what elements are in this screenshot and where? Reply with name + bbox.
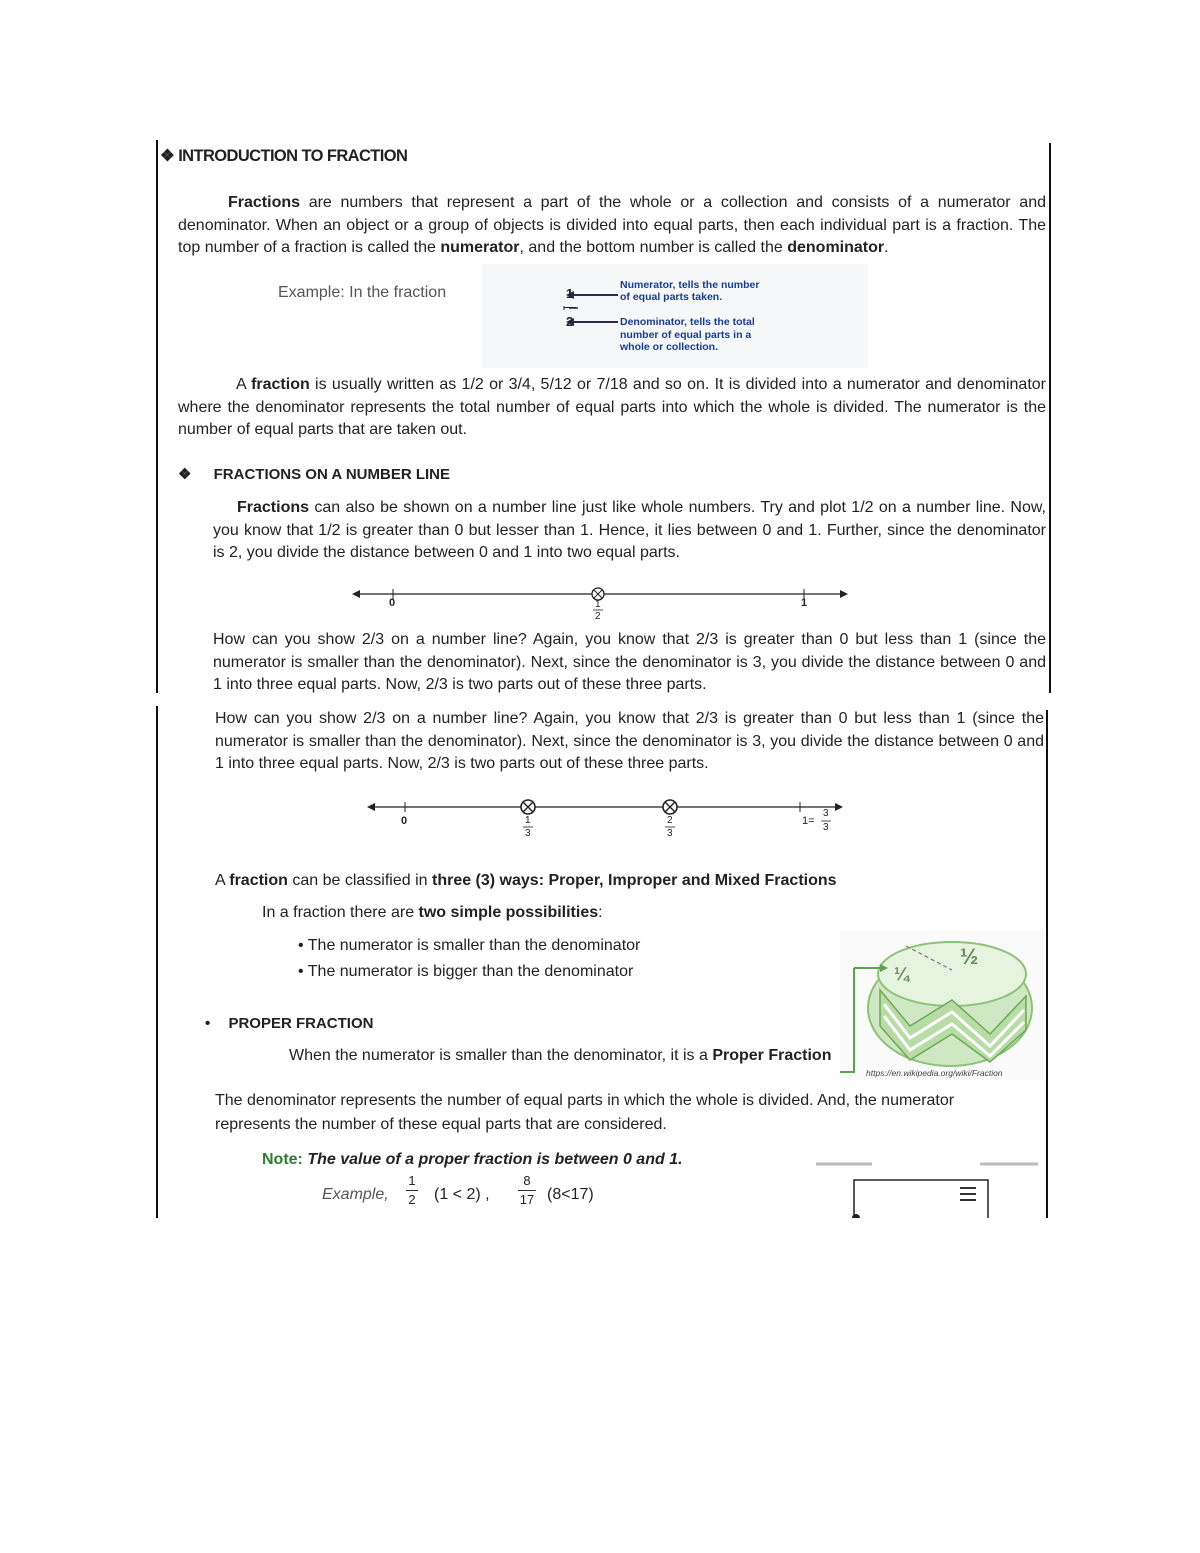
nl2-one-label: 1= xyxy=(802,815,815,827)
example-fraction-2-note: (8<17) xyxy=(547,1186,594,1203)
proper-fraction-heading: • PROPER FRACTION xyxy=(205,1015,374,1032)
example-fraction-1: 1 2 xyxy=(406,1174,418,1207)
cartoon-graphic xyxy=(812,1158,1046,1218)
possibility-bullet-1: • The numerator is smaller than the denominator xyxy=(298,937,641,954)
numerator-note: Numerator, tells the number of equal parts taken. xyxy=(620,279,760,303)
diamond-bullet-icon: ❖ xyxy=(160,147,175,165)
nl1-half-num: 1 xyxy=(595,599,601,610)
number-line-paragraph: Fractions can also be shown on a number line just like whole numbers. Try and plot 1/2 on a number line. Now, you know that 1/2 is greater than 0 but lesser than 1. Hence, it lies between 0 and 1. Further, since the denominator is 2, you divide the distance between 0 and 1 into two equal parts. xyxy=(213,499,1046,561)
nl2-end-den: 3 xyxy=(823,822,829,833)
denominator-paragraph: The denominator represents the number of equal parts in which the whole is divided. And, the numerator represents the number of these equal parts that are considered. xyxy=(215,1092,955,1133)
number-line-thirds xyxy=(365,794,845,844)
example-fraction-1-note: (1 < 2) , xyxy=(434,1186,490,1203)
nl2-twothirds-num: 2 xyxy=(667,815,673,826)
number-line-thirds-graphic xyxy=(365,794,845,844)
cake-quarter-label: ¼ xyxy=(894,964,910,984)
nl1-half-den: 2 xyxy=(595,611,601,622)
nl2-end-num: 3 xyxy=(823,808,829,819)
section2-heading xyxy=(178,465,450,483)
number-line-half xyxy=(350,580,850,630)
border-right-bottom xyxy=(1046,710,1048,1218)
cake-graphic xyxy=(840,930,1046,1080)
two-thirds-paragraph: How can you show 2/3 on a number line? Again, you know that 2/3 is greater than 0 but less than 1 (since the numerator is smaller than the denominator). Next, since the denominator is 3, you divide the distance between 0 and 1 into three equal parts. Now, 2/3 is two parts out of these three parts. xyxy=(213,631,1046,693)
diamond-bullet-icon: ❖ xyxy=(178,466,192,483)
cake-illustration xyxy=(840,930,1046,1080)
nl2-zero-label: 0 xyxy=(401,815,408,827)
example-label-2: Example, xyxy=(322,1186,389,1203)
fraction-definition-paragraph: Fractions are numbers that represent a part of the whole or a collection and consists of a numerator and denominator. When an object or a group of objects is divided into equal parts, then each individual part is a fraction. The top number of a fraction is called the numerator, and the bottom number is called the denominator. xyxy=(178,194,1046,256)
section1-heading xyxy=(160,146,407,166)
nl1-one-label: 1 xyxy=(801,597,808,609)
bullet-icon: • xyxy=(205,1015,211,1032)
example-label: Example: In the fraction xyxy=(278,284,447,301)
proper-fraction-definition: When the numerator is smaller than the denominator, it is a Proper Fraction xyxy=(289,1047,832,1064)
section2-title: FRACTIONS ON A NUMBER LINE xyxy=(213,466,451,483)
classification-line: A fraction can be classified in three (3) ways: Proper, Improper and Mixed Fractions xyxy=(215,872,837,889)
cake-half-label: ½ xyxy=(960,944,979,969)
cake-source: https://en.wikipedia.org/wiki/Fraction xyxy=(866,1068,1003,1078)
fraction-bar xyxy=(564,307,576,308)
section1-title: INTRODUCTION TO FRACTION xyxy=(178,147,408,165)
border-left-top xyxy=(156,140,158,693)
example-fraction-2: 8 17 xyxy=(519,1173,535,1207)
fraction-written-paragraph: A fraction is usually written as 1/2 or 3/4, 5/12 or 7/18 and so on. It is divided into a numerator and denominator where the denominator represents the total number of equal parts into which the whole is divided. The numerator is the number of equal parts that are taken out. xyxy=(178,376,1047,438)
border-left-bottom xyxy=(156,706,158,1218)
denominator-note: Denominator, tells the total number of equal parts in a whole or collection. xyxy=(620,316,755,353)
diagram-denominator: 2 xyxy=(566,314,574,329)
border-right-top xyxy=(1049,143,1051,693)
nl2-twothirds-den: 3 xyxy=(667,828,673,839)
nl2-third-num: 1 xyxy=(525,815,531,826)
diagram-numerator: 1 xyxy=(566,286,574,301)
nl1-zero-label: 0 xyxy=(389,597,396,609)
possibility-bullet-2: • The numerator is bigger than the denominator xyxy=(298,963,634,980)
note-label: Note: xyxy=(262,1151,303,1168)
nl2-third-den: 3 xyxy=(525,828,531,839)
two-thirds-paragraph-repeat: How can you show 2/3 on a number line? Again, you know that 2/3 is greater than 0 but less than 1 (since the numerator is smaller than the denominator). Next, since the denominator is 3, you divide the distance between 0 and 1 into three equal parts. Now, 2/3 is two parts out of these three parts. xyxy=(215,710,1044,772)
possibilities-line: In a fraction there are two simple possibilities: xyxy=(262,904,603,921)
proper-fraction-note: Note: The value of a proper fraction is between 0 and 1. xyxy=(262,1151,683,1168)
fraction-diagram xyxy=(482,264,868,368)
cartoon-partial xyxy=(812,1158,1046,1218)
